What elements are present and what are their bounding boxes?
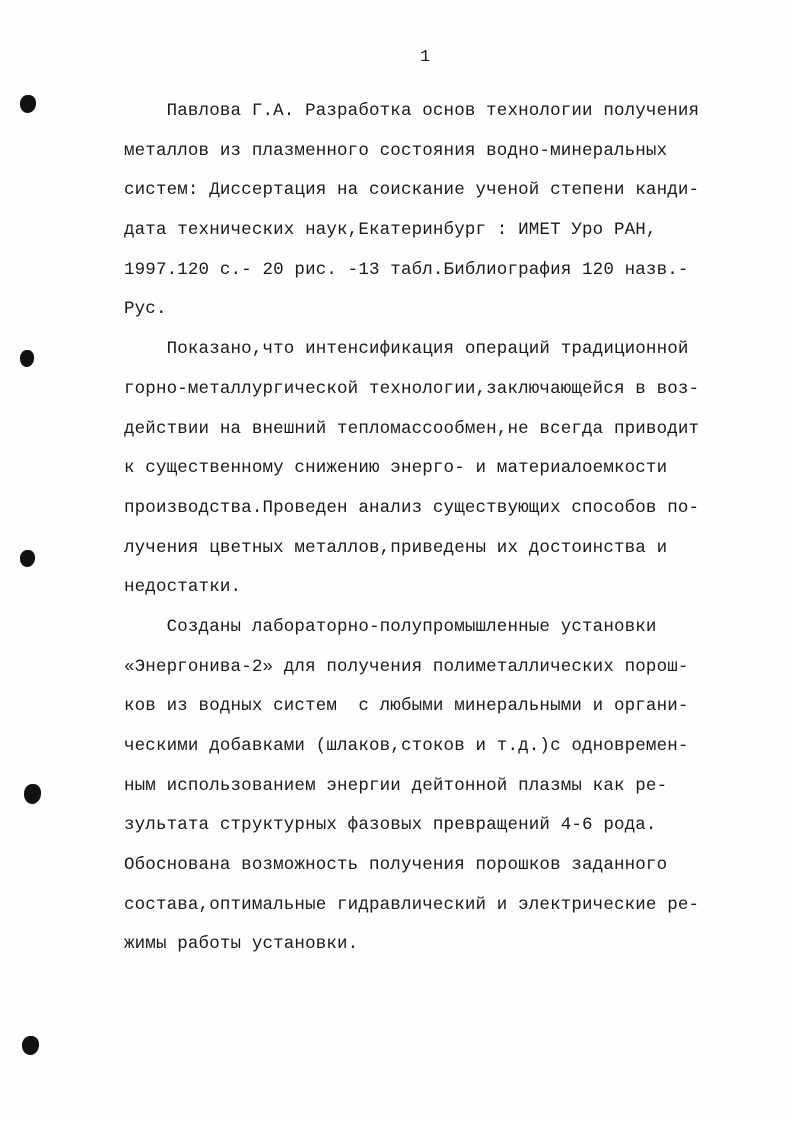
punch-hole-mark (20, 350, 34, 367)
abstract-text (124, 92, 744, 965)
text-line: систем: Диссертация на соискание ученой степени канди- (124, 180, 700, 201)
text-line: жимы работы установки. (124, 934, 359, 955)
text-line: Обоснована возможность получения порошков заданного (124, 855, 668, 876)
page-number: 1 (420, 48, 431, 67)
text-line: горно-металлургической технологии,заключающейся в воз- (124, 378, 700, 399)
text-line: зультата структурных фазовых превращений 4-6 рода. (124, 815, 657, 836)
text-line: 1997.120 с.- 20 рис. -13 табл.Библиография 120 назв.- (124, 259, 689, 280)
punch-hole-mark (24, 784, 41, 804)
text-line: производства.Проведен анализ существующих способов по- (124, 497, 700, 518)
text-line: Созданы лабораторно-полупромышленные установки (124, 616, 657, 637)
text-line: Рус. (124, 299, 167, 320)
text-line: состава,оптимальные гидравлический и электрические ре- (124, 894, 700, 915)
text-line: дата технических наук,Екатеринбург : ИМЕТ Уро РАН, (124, 220, 657, 241)
text-line: к существенному снижению энерго- и материалоемкости (124, 458, 668, 479)
punch-hole-mark (22, 1036, 39, 1055)
text-line: действии на внешний тепломассообмен,не всегда приводит (124, 418, 700, 439)
text-line: Павлова Г.А. Разработка основ технологии получения (124, 101, 700, 121)
text-line: недостатки. (124, 577, 242, 598)
text-line: ным использованием энергии дейтонной плазмы как ре- (124, 775, 668, 796)
punch-hole-mark (20, 550, 35, 567)
text-line: ков из водных систем с любыми минеральными и органи- (124, 696, 689, 717)
text-line: Показано,что интенсификация операций традиционной (124, 339, 689, 360)
text-line: лучения цветных металлов,приведены их достоинства и (124, 537, 668, 558)
text-line: ческими добавками (шлаков,стоков и т.д.)с одновремен- (124, 736, 689, 756)
punch-hole-mark (20, 95, 36, 113)
text-line: «Энергонива-2» для получения полиметаллических порош- (124, 656, 689, 677)
text-line: металлов из плазменного состояния водно-минеральных (124, 140, 668, 161)
